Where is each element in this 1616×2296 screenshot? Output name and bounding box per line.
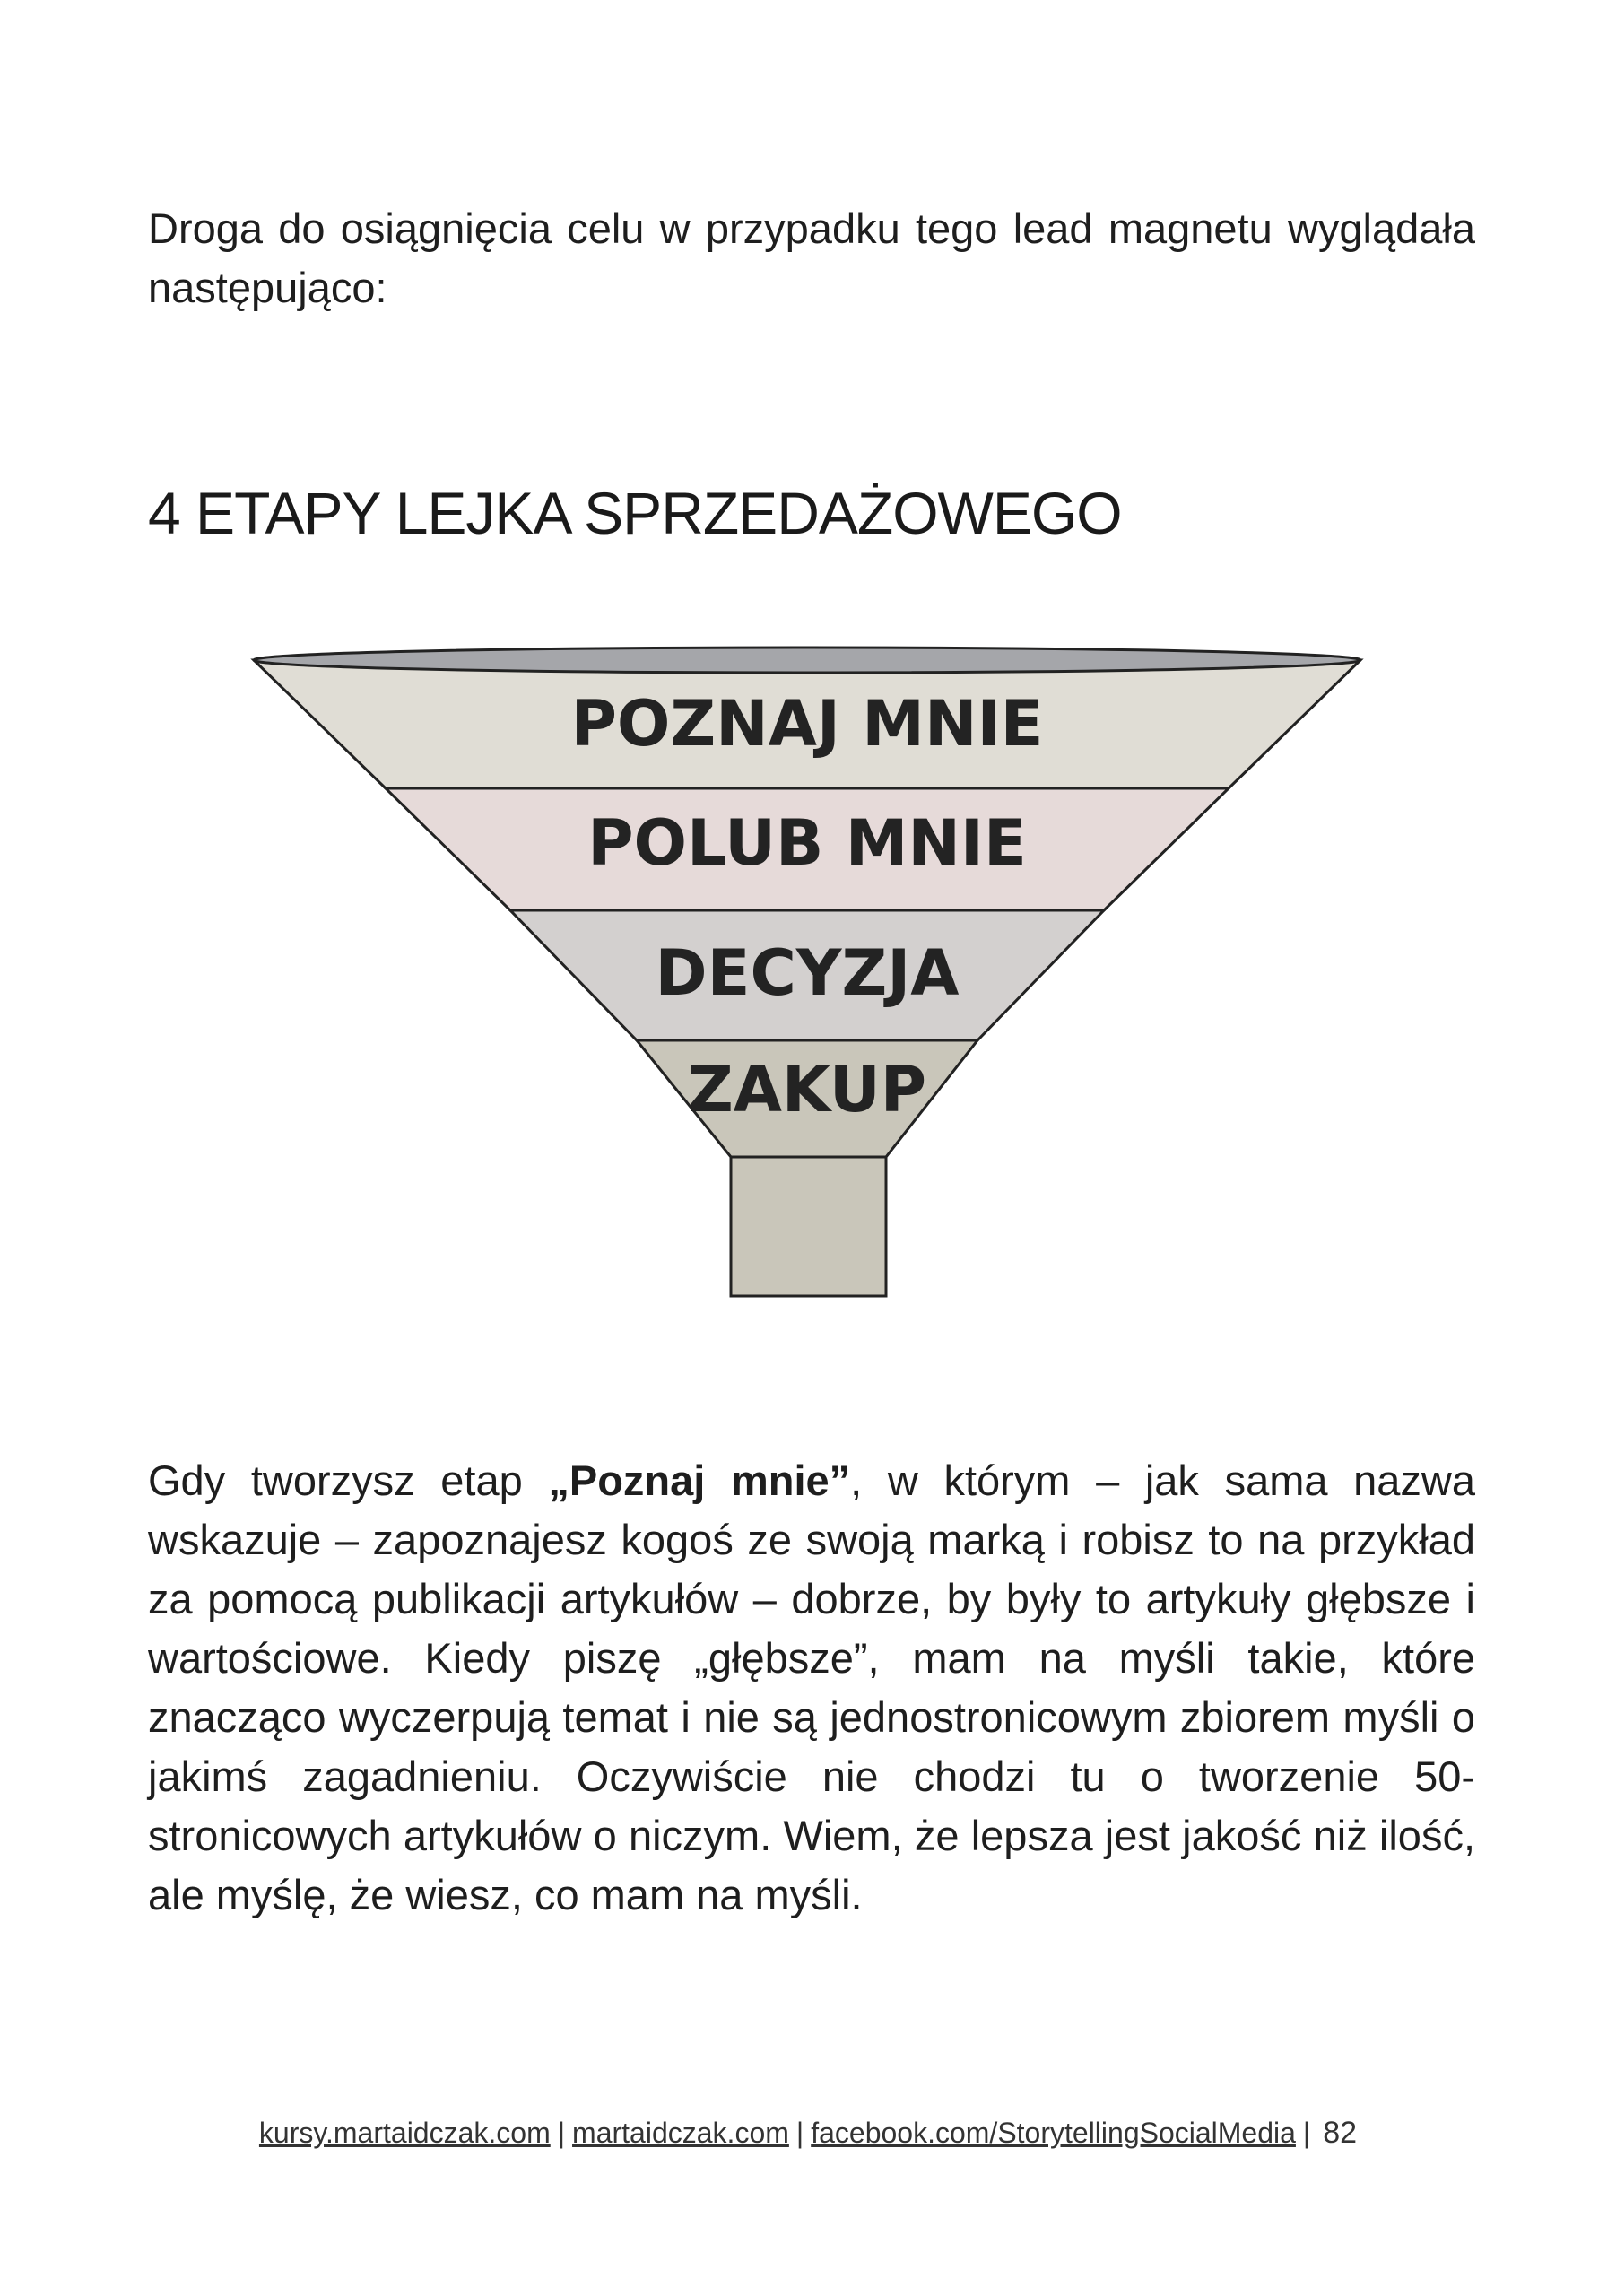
page-number: 82 — [1323, 2116, 1358, 2150]
footer-separator: | — [795, 2117, 804, 2149]
section-title: 4 ETAPY LEJKA SPRZEDAŻOWEGO — [148, 480, 1122, 546]
funnel-stem — [731, 1157, 886, 1296]
footer-link-courses[interactable]: kursy.martaidczak.com — [258, 2117, 551, 2149]
body-paragraph — [148, 1451, 1475, 1925]
funnel-label-2: POLUB MNIE — [587, 806, 1027, 880]
funnel-rim — [254, 648, 1360, 673]
footer-link-facebook[interactable]: facebook.com/StorytellingSocialMedia — [811, 2117, 1296, 2149]
funnel-label-3: DECYZJA — [655, 936, 960, 1010]
intro-paragraph: Droga do osiągnięcia celu w przypadku tego lead magnetu wyglądała następująco: — [148, 204, 1475, 311]
funnel-label-1: POZNAJ MNIE — [570, 687, 1044, 761]
body-text-rest: , w którym – jak sama nazwa wskazuje – zapoznajesz kogoś ze swoją marką i robisz to na przykład za pomocą publikacji artykułów – dobrze, by były to artykuły głębsze i wartościowe. Kiedy piszę „głębsze”, mam na myśli takie, które znacząco wyczerpują temat i nie są jednostronicowym zbiorem myśli o jakimś zagadnieniu. Oczywiście nie chodzi tu o tworzenie 50-stronicowych artykułów o niczym. Wiem, że lepsza jest jakość niż ilość, ale myślę, że wiesz, co mam na myśli. — [148, 1457, 1475, 1918]
footer-separator: | — [557, 2117, 566, 2149]
body-text-bold: „Poznaj mnie” — [548, 1457, 851, 1504]
funnel-label-4: ZAKUP — [687, 1053, 927, 1126]
footer-link-site[interactable]: martaidczak.com — [572, 2117, 789, 2149]
footer-separator: | — [1302, 2117, 1311, 2149]
body-text-start: Gdy tworzysz etap — [148, 1457, 549, 1504]
page-footer — [0, 2113, 1616, 2152]
sales-funnel-diagram — [242, 635, 1372, 1317]
